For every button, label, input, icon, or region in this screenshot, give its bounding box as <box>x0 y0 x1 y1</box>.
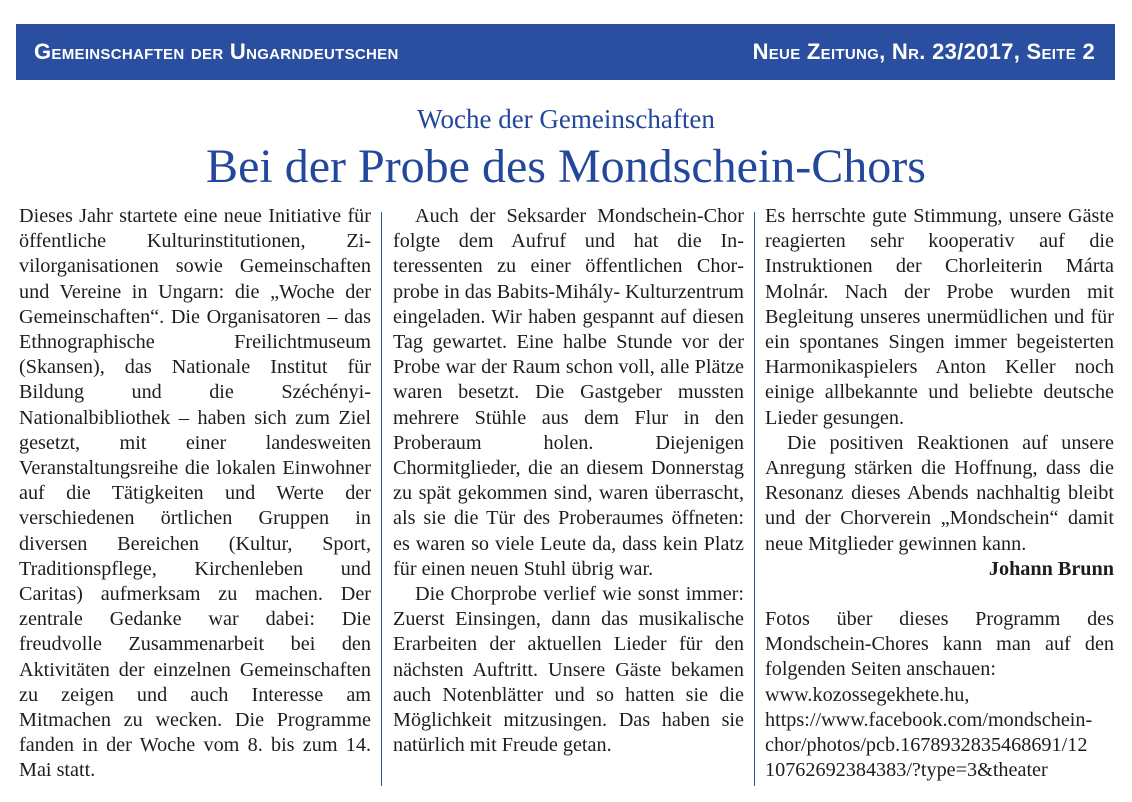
photo-link-line: chor/photos/pcb.1678932835468691/12 <box>765 734 1088 757</box>
section-title: Gemeinschaften der Ungarndeutschen <box>34 39 399 64</box>
column-divider <box>754 212 755 786</box>
body-paragraph: Die Chorprobe verlief wie sonst immer: Zuerst Einsingen, dann das musikalische Erarbeiten der aktuellen Lieder für den nächsten Auftritt. Unsere Gäste bekamen auch Notenblätter und so hatten sie die Möglichkeit mitzusingen. Das haben sie natürlich mit Freude getan. <box>393 583 744 757</box>
author-byline: Johann Brunn <box>988 557 1114 580</box>
article-column-2 <box>393 204 744 758</box>
body-paragraph: Auch der Seksarder Mondschein-Chor folgte dem Aufruf und hat die Interessenten zu einer öffentlichen Chorprobe in das Babits-Mihály- Kulturzentrum eingeladen. Wir haben gespannt auf diesen Tag gewartet. Eine halbe Stunde vor der Probe war der Raum schon voll, alle Plätze waren besetzt. Die Gastgeber mussten mehrere Stühle aus dem Flur in den Proberaum holen. Diejenigen Chormitglieder, die an diesem Donnerstag zu spät gekommen sind, waren überrascht, als sie die Tür des Proberaumes öffneten: es waren so viele Leute da, dass kein Platz für einen neuen Stuhl übrig war. <box>393 205 744 580</box>
body-paragraph: Dieses Jahr startete eine neue Initiative für öffentliche Kulturinstitutionen, Zivilorganisationen sowie Gemeinschaften und Vereine in Ungarn: die „Woche der Gemeinschaften“. Die Organisatoren – das Ethnographische Freilichtmuseum (Skansen), das Nationale Institut für Bildung und die Széchényi-Nationalbibliothek – haben sich zum Ziel gesetzt, mit einer landesweiten Veranstaltungsreihe die lokalen Einwohner auf die Tätigkeiten und Werte der verschiedenen örtlichen Gruppen in diversen Bereichen (Kultur, Sport, Traditionspflege, Kirchenleben und Caritas) aufmerksam zu machen. Der zentrale Gedanke war dabei: Die freudvolle Zusammenarbeit bei den Aktivitäten der einzelnen Gemeinschaften zu zeigen und auch Interesse am Mitmachen zu wecken. Die Programme fanden in der Woche vom 8. bis zum 14. Mai statt. <box>19 205 371 782</box>
photo-link[interactable] <box>765 708 1114 784</box>
article-kicker: Woche der Gemeinschaften <box>417 104 715 134</box>
photo-link-line: https://www.facebook.com/mondschein- <box>765 708 1093 731</box>
column-divider <box>381 212 382 786</box>
body-paragraph: Die positiven Reaktionen auf unsere Anregung stärken die Hoffnung, dass die Resonanz dieses Abends nachhaltig bleibt und der Chorverein „Mondschein“ damit neue Mitglieder gewinnen kann. <box>765 431 1114 555</box>
photo-link[interactable]: www.kozossegekhete.hu, <box>765 683 970 706</box>
article-column-1 <box>19 204 371 784</box>
body-paragraph: Es herrschte gute Stimmung, unsere Gäste reagierten sehr kooperativ auf die Instruktionen der Chorleiterin Márta Molnár. Nach der Probe wurden mit Begleitung unseres unermüdlichen und für ein spontanes Singen immer begeisterten Harmonikaspielers Anton Keller noch einige allbekannte und beliebte deutsche Lieder gesungen. <box>765 205 1114 429</box>
photos-note: Fotos über dieses Programm des Mondschein-Chores kann man auf den folgenden Seiten anschauen: <box>765 608 1114 681</box>
spacer <box>765 582 1114 607</box>
issue-info: Neue Zeitung, Nr. 23/2017, Seite 2 <box>752 39 1095 64</box>
section-header-bar <box>16 24 1115 80</box>
article-column-3 <box>765 204 1114 783</box>
photo-link-line: 10762692384383/?type=3&theater <box>765 759 1048 782</box>
article-headline: Bei der Probe des Mondschein-Chors <box>206 140 926 193</box>
